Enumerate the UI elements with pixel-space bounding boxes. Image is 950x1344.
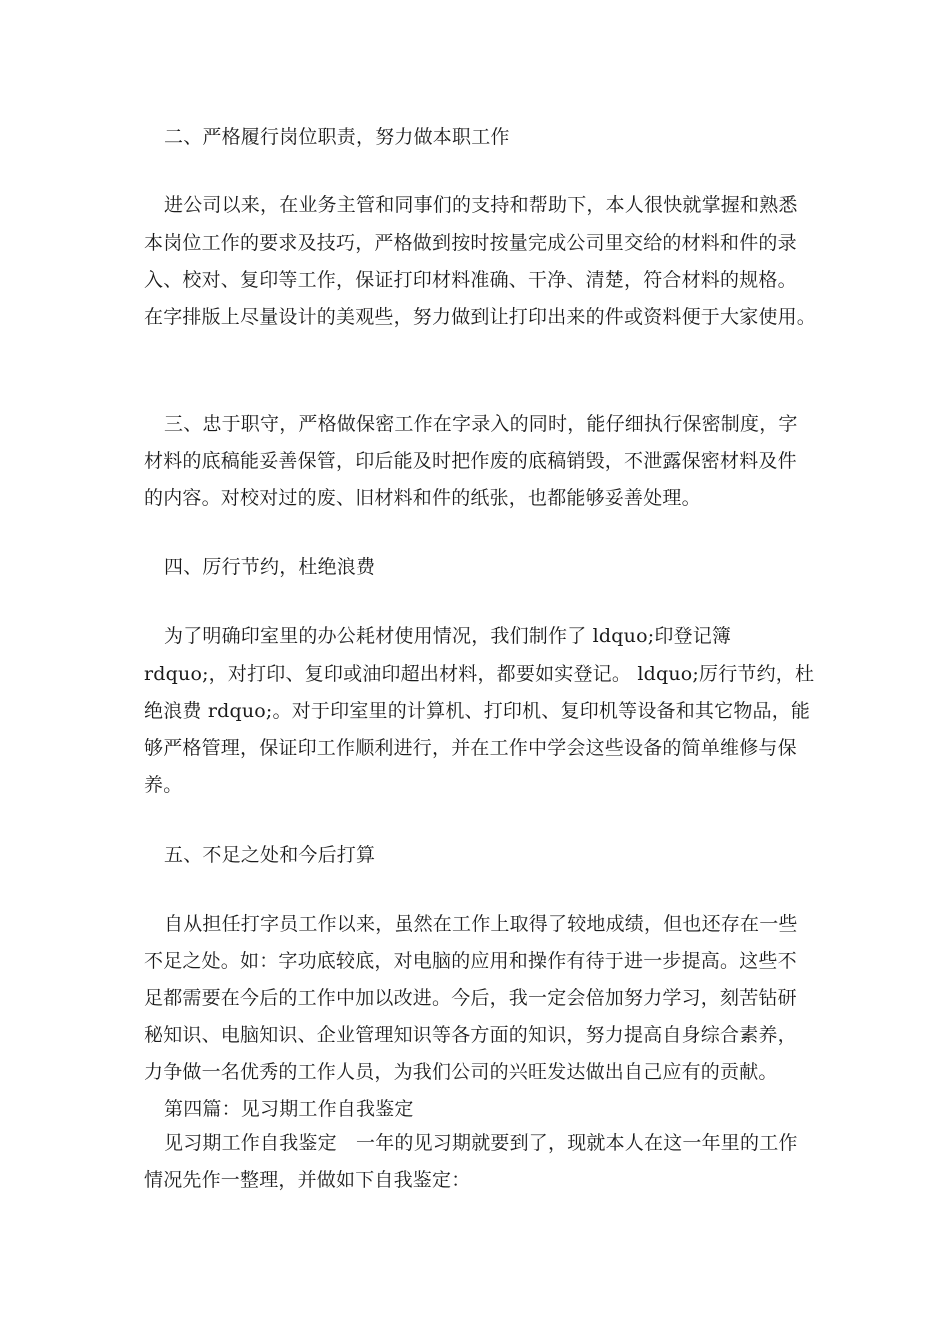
section-heading: 五、不足之处和今后打算	[164, 844, 376, 866]
paragraph-line: 不足之处。如：字功底较底，对电脑的应用和操作有待于进一步提高。这些不	[144, 950, 797, 972]
paragraph-line: 见习期工作自我鉴定 一年的见习期就要到了，现就本人在这一年里的工作	[164, 1132, 798, 1154]
paragraph-line: 进公司以来，在业务主管和同事们的支持和帮助下，本人很快就掌握和熟悉	[164, 194, 798, 216]
paragraph-line: 在字排版上尽量设计的美观些，努力做到让打印出来的件或资料便于大家使用。	[144, 306, 817, 328]
paragraph-line: 入、校对、复印等工作，保证打印材料准确、干净、清楚，符合材料的规格。	[144, 269, 797, 291]
part-heading: 第四篇：见习期工作自我鉴定	[164, 1098, 414, 1120]
section-heading: 四、厉行节约，杜绝浪费	[164, 556, 376, 578]
paragraph-line: 秘知识、电脑知识、企业管理知识等各方面的知识，努力提高自身综合素养，	[144, 1024, 797, 1046]
paragraph-line: 足都需要在今后的工作中加以改进。今后，我一定会倍加努力学习，刻苦钻研	[144, 987, 797, 1009]
paragraph-line: 材料的底稿能妥善保管，印后能及时把作废的底稿销毁，不泄露保密材料及件	[144, 450, 797, 472]
section-heading: 二、严格履行岗位职责，努力做本职工作	[164, 126, 510, 148]
paragraph-line: 力争做一名优秀的工作人员，为我们公司的兴旺发达做出自己应有的贡献。	[144, 1061, 778, 1083]
paragraph-line: 三、忠于职守，严格做保密工作在字录入的同时，能仔细执行保密制度，字	[164, 413, 798, 435]
paragraph-line: 够严格管理，保证印工作顺利进行，并在工作中学会这些设备的简单维修与保	[144, 737, 797, 759]
paragraph-line: 绝浪费 rdquo;。对于印室里的计算机、打印机、复印机等设备和其它物品，能	[144, 700, 811, 722]
paragraph-line: 为了明确印室里的办公耗材使用情况，我们制作了 ldquo;印登记簿	[164, 625, 732, 647]
paragraph-line: 本岗位工作的要求及技巧，严格做到按时按量完成公司里交给的材料和件的录	[144, 232, 797, 254]
paragraph-line: rdquo;，对打印、复印或油印超出材料，都要如实登记。 ldquo;厉行节约，杜	[144, 663, 815, 685]
paragraph-line: 情况先作一整理，并做如下自我鉴定：	[144, 1169, 471, 1191]
paragraph-line: 养。	[144, 774, 183, 796]
paragraph-line: 的内容。对校对过的废、旧材料和件的纸张，也都能够妥善处理。	[144, 487, 701, 509]
paragraph-line: 自从担任打字员工作以来，虽然在工作上取得了较地成绩，但也还存在一些	[164, 913, 798, 935]
